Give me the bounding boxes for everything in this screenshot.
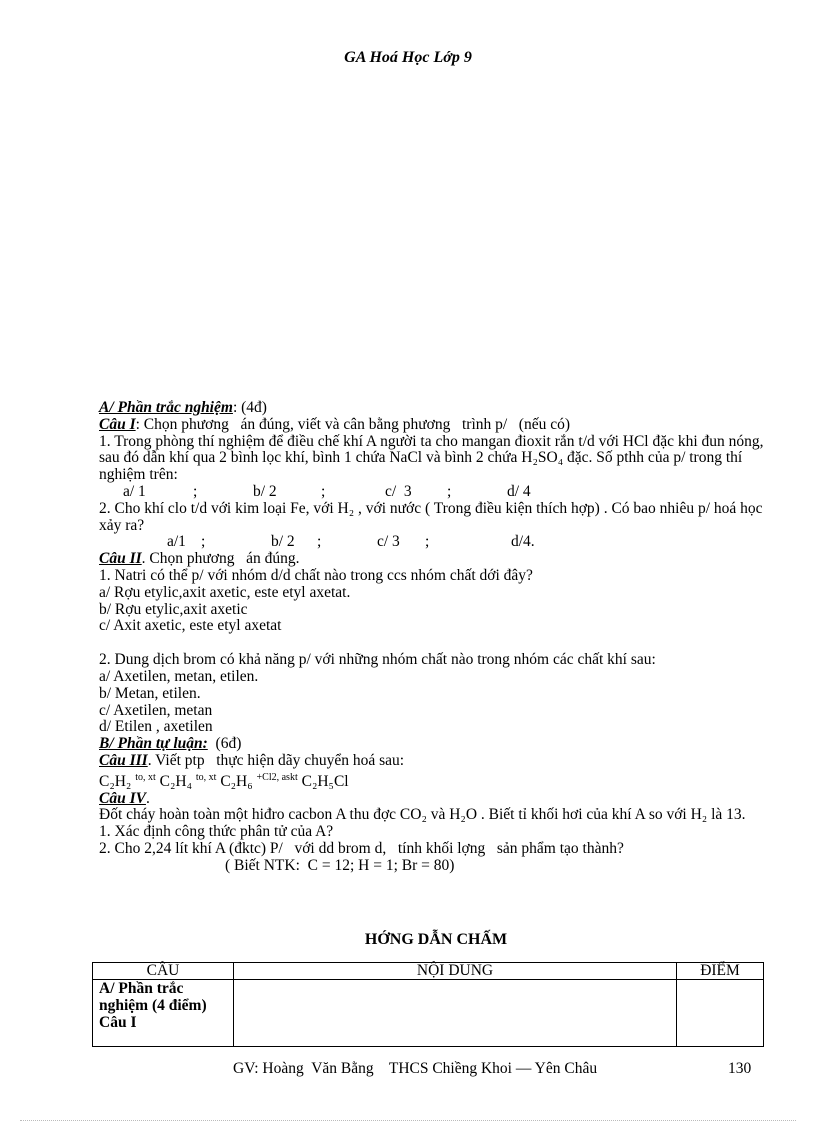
cau2-label: Câu II — [99, 550, 142, 568]
cau4-line — [99, 791, 769, 808]
cau2-instruction: . Chọn phương án đúng. — [141, 550, 300, 568]
cau1-instruction: : Chọn phương án đúng, viết và cân bằng phương trình p/ (nếu có) — [135, 415, 571, 433]
compound-c2h4: C₂H₄ — [159, 772, 192, 790]
cau2-q2-option-a: a/ Axetilen, metan, etilen. — [99, 667, 259, 685]
header-diem: ĐIỂM — [677, 963, 764, 980]
exam-content — [99, 400, 769, 875]
section-b-heading-line — [99, 736, 769, 753]
arrow-condition-2: to, xt — [195, 771, 217, 783]
option: b/ 2 — [271, 533, 295, 551]
header-noi-dung: NỘI DUNG — [234, 963, 677, 980]
page-header-title: GA Hoá Học Lớp 9 — [344, 49, 472, 66]
option: d/4. — [511, 533, 535, 551]
cau1-line — [99, 417, 769, 434]
option: c/ 3 — [385, 482, 412, 500]
table-cell-content — [234, 980, 677, 1047]
cau2-q2-option-b: b/ Metan, etilen. — [99, 684, 201, 702]
option-sep: ; — [317, 533, 322, 551]
section-a-heading-line — [99, 400, 769, 417]
section-b-points: (6đ) — [207, 735, 242, 753]
option: b/ 2 — [253, 482, 277, 500]
cau4-label: Câu IV — [99, 789, 146, 807]
cau2-q1-option-c: c/ Axit axetic, este etyl axetat — [99, 617, 282, 635]
cau4-q1: 1. Xác định công thức phân tử của A? — [99, 823, 334, 841]
footer-author: GV: Hoàng Văn Bằng THCS Chiềng Khoi — Yên Châu — [233, 1060, 598, 1077]
compound-c2h5cl: C₂H₅Cl — [301, 772, 349, 790]
row-section-label: A/ Phần trắc nghiệm (4 điểm) — [99, 980, 207, 1014]
cau3-line — [99, 753, 769, 770]
compound-c2h6: C₂H₆ — [220, 772, 253, 790]
section-b-heading: B/ Phần tự luận: — [99, 735, 208, 753]
row-question-label: Câu I — [99, 1014, 137, 1031]
table-row — [93, 980, 764, 1047]
option: c/ 3 — [377, 533, 400, 551]
arrow-condition-1: to, xt — [135, 771, 156, 783]
cau3-instruction: . Viết ptp thực hiện dãy chuyển hoá sau: — [147, 751, 405, 769]
cau2-q1-option-a: a/ Rợu etylic,axit axetic, este etyl axetat. — [99, 583, 351, 601]
option-sep: ; — [447, 482, 452, 500]
cau1-label: Câu I — [99, 415, 136, 433]
cau1-q1-options — [99, 484, 769, 501]
cau1-q2-options — [99, 534, 769, 551]
page-bottom-divider — [20, 1120, 796, 1121]
cau4-text: Đốt cháy hoàn toàn một hiđro cacbon A thu đợc CO₂ và H₂O . Biết tỉ khối hơi của khí A so với H₂ là 13. — [99, 806, 746, 824]
option-sep: ; — [425, 533, 430, 551]
cau2-line — [99, 551, 769, 568]
cau2-q1-text: 1. Natri có thể p/ với nhóm d/d chất nào trong ccs nhóm chất dới đây? — [99, 566, 533, 584]
table-cell-points — [677, 980, 764, 1047]
cau4-dot: . — [145, 789, 150, 807]
grading-title: HỚNG DẪN CHẤM — [364, 931, 508, 948]
cau2-q1-option-b: b/ Rợu etylic,axit axetic — [99, 600, 248, 618]
section-a-points: : (4đ) — [232, 399, 267, 416]
option-sep: ; — [321, 482, 326, 500]
table-cell-cau — [93, 980, 234, 1047]
cau2-q2-option-c: c/ Axetilen, metan — [99, 701, 213, 719]
header-cau: CÂU — [93, 963, 234, 980]
grading-table — [92, 962, 764, 1047]
reaction-chain — [99, 770, 769, 791]
cau4-q2: 2. Cho 2,24 lít khí A (đktc) P/ với dd brom d, tính khối lợng sản phẩm tạo thành? — [99, 839, 624, 857]
cau2-q2-text: 2. Dung dịch brom có khả năng p/ với những nhóm chất nào trong nhóm các chất khí sau: — [99, 651, 656, 669]
arrow-condition-3: +Cl2, askt — [256, 771, 298, 783]
table-header-row — [93, 963, 764, 980]
page-number: 130 — [728, 1060, 752, 1077]
option: d/ 4 — [507, 482, 531, 500]
cau1-q2-text: 2. Cho khí clo t/d với kim loại Fe, với H₂ , với nước ( Trong điều kiện thích hợp) . Có bao nhiêu p/ hoá học xảy ra? — [99, 499, 763, 534]
option: a/1 — [167, 533, 186, 551]
cau1-q1-text: 1. Trong phòng thí nghiệm để điều chế khí A người ta cho mangan đioxit rắn t/d với HCl đặc khi đun nóng, sau đó dẫn khí qua 2 bình lọc khí, bình 1 chứa NaCl và bình 2 chứa H₂SO₄ đặc. Số pthh của p/ trong thí nghiệm trên: — [99, 432, 764, 484]
cau2-q2-option-d: d/ Etilen , axetilen — [99, 718, 213, 736]
spacer — [99, 635, 769, 652]
option: a/ 1 — [123, 482, 146, 500]
section-a-heading: A/ Phần trắc nghiệm — [99, 399, 233, 416]
cau3-label: Câu III — [99, 751, 148, 769]
option-sep: ; — [193, 482, 198, 500]
compound-c2h2: C₂H₂ — [99, 772, 132, 790]
option-sep: ; — [201, 533, 206, 551]
cau4-ntk: ( Biết NTK: C = 12; H = 1; Br = 80) — [225, 856, 455, 874]
